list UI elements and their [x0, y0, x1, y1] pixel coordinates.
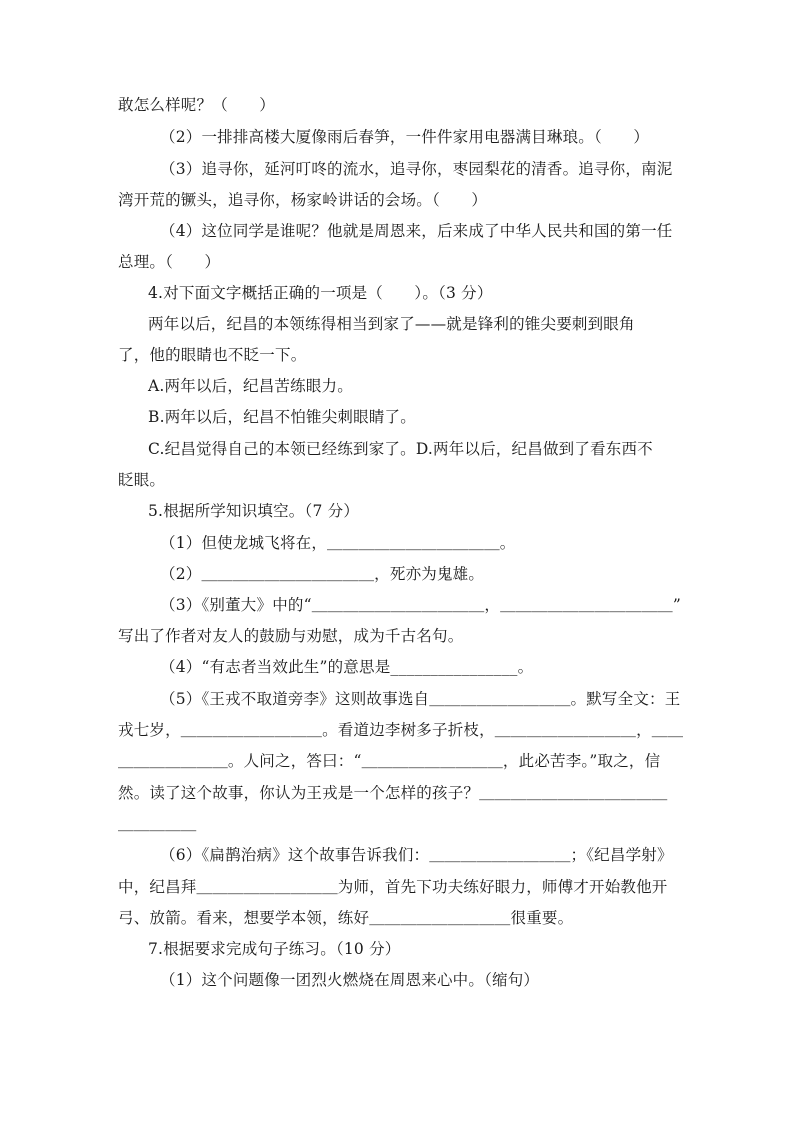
- option-a: A.两年以后，纪昌苦练眼力。: [148, 377, 353, 395]
- fill-blank-line: （4）“有志者当效此生”的意思是________________。: [160, 658, 534, 676]
- text-line: （3）追寻你，延河叮咚的流水，追寻你，枣园梨花的清香。追寻你，南泥: [160, 160, 673, 178]
- text-line: 湾开荒的镢头，追寻你，杨家岭讲话的会场。（ ）: [118, 191, 488, 209]
- option-c-d: C.纪昌觉得自己的本领已经练到家了。D.两年以后，纪昌做到了看东西不: [148, 440, 653, 458]
- question-4-title: 4.对下面文字概括正确的一项是（ ）。（3 分）: [148, 284, 493, 302]
- text-line: 敢怎么样呢？（ ）: [118, 96, 276, 114]
- fill-blank-line: 中，纪昌拜＿＿＿＿＿＿＿＿＿为师，首先下功夫练好眼力，师傅才开始教他开: [118, 878, 668, 896]
- text-line: 写出了作者对友人的鼓励与劝慰，成为千古名句。: [118, 627, 464, 645]
- fill-blank-line: 然。读了这个故事，你认为王戎是一个怎样的孩子？＿＿＿＿＿＿＿＿＿＿＿＿: [118, 784, 668, 802]
- text-line: （4）这位同学是谁呢？他就是周恩来，后来成了中华人民共和国的第一任: [160, 222, 673, 240]
- fill-blank-line: （5）《王戎不取道旁李》这则故事选自＿＿＿＿＿＿＿＿＿。默写全文：王: [160, 690, 681, 708]
- option-d-cont: 眨眼。: [118, 471, 166, 489]
- fill-blank-line: （2）＿＿＿＿＿＿＿＿＿＿＿，死亦为鬼雄。: [160, 565, 485, 583]
- text-line: 总理。（ ）: [118, 253, 221, 271]
- fill-blank-line: ＿＿＿＿＿＿＿。人问之，答曰：“＿＿＿＿＿＿＿＿＿，此必苦李。”取之，信: [118, 752, 661, 770]
- passage-text: 两年以后，纪昌的本领练得相当到家了——就是锋利的锥尖要刺到眼角: [148, 315, 635, 333]
- passage-text: 了，他的眼睛也不眨一下。: [118, 346, 307, 364]
- fill-blank-line: （3）《别董大》中的“＿＿＿＿＿＿＿＿＿＿＿，＿＿＿＿＿＿＿＿＿＿＿”: [160, 596, 681, 614]
- fill-blank-line: （6）《扁鹊治病》这个故事告诉我们：＿＿＿＿＿＿＿＿＿；《纪昌学射》: [160, 846, 673, 864]
- fill-blank-line: 弓、放箭。看来，想要学本领，练好＿＿＿＿＿＿＿＿＿很重要。: [118, 909, 574, 927]
- text-line: （1）这个问题像一团烈火燃烧在周恩来心中。（缩句）: [160, 971, 540, 989]
- fill-blank-line: ＿＿＿＿＿: [118, 815, 197, 833]
- fill-blank-line: 戎七岁，＿＿＿＿＿＿＿＿＿。看道边李树多子折枝，＿＿＿＿＿＿＿＿＿，＿＿: [118, 721, 684, 739]
- question-7-title: 7.根据要求完成句子练习。（10 分）: [148, 940, 401, 958]
- option-b: B.两年以后，纪昌不怕锥尖刺眼睛了。: [148, 408, 416, 426]
- fill-blank-line: （1）但使龙城飞将在，＿＿＿＿＿＿＿＿＿＿＿。: [160, 534, 516, 552]
- text-line: （2）一排排高楼大厦像雨后春笋，一件件家用电器满目琳琅。（ ）: [160, 128, 650, 146]
- question-5-title: 5.根据所学知识填空。（7 分）: [148, 502, 360, 520]
